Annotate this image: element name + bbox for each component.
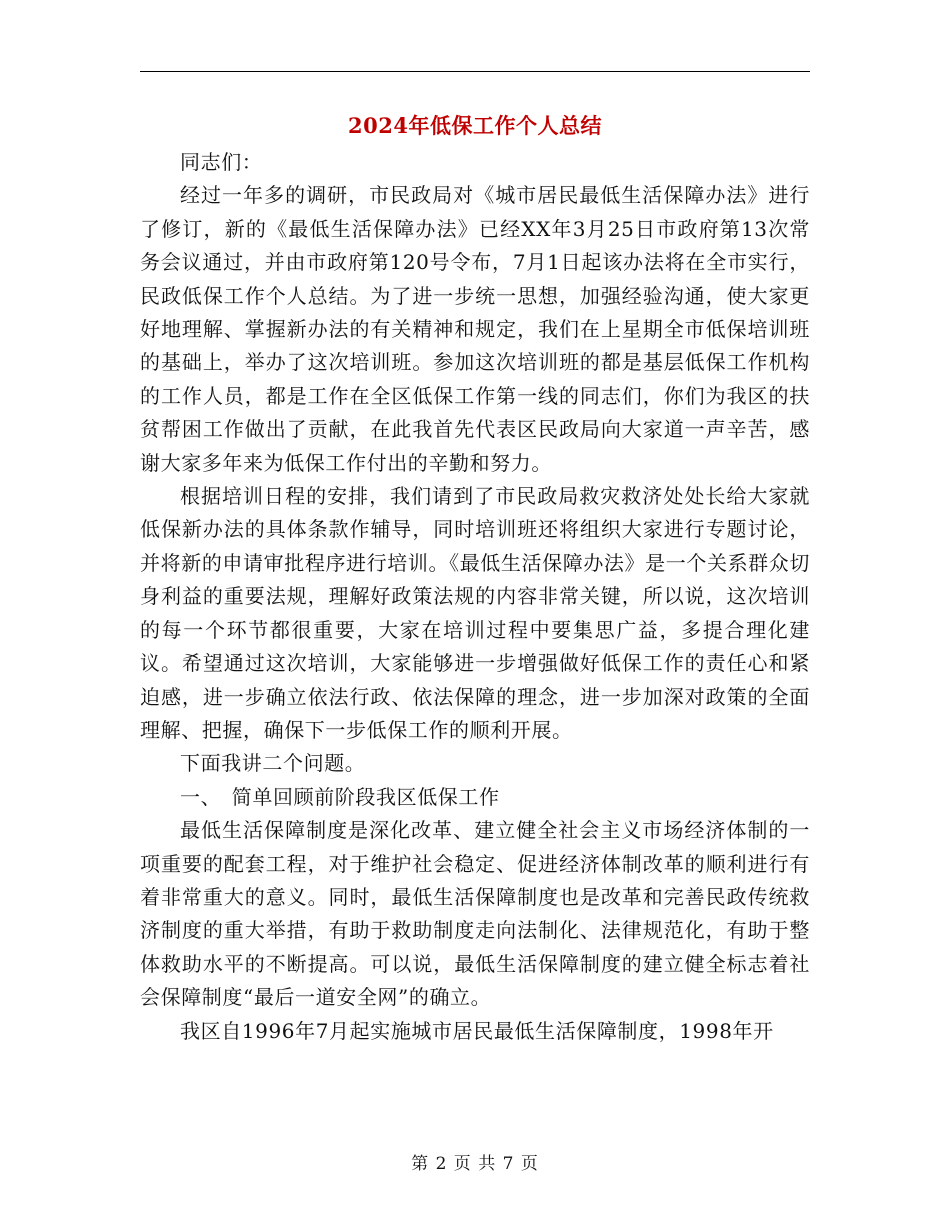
- page-number: 第 2 页 共 7 页: [411, 1154, 539, 1174]
- paragraph-intro: 经过一年多的调研，市民政局对《城市居民最低生活保障办法》进行了修订，新的《最低生活保障办法》已经XX年3月25日市政府第13次常务会议通过，并由市政府第120号令布，7月1日起该办法将在全市实行，民政低保工作个人总结。为了进一步统一思想，加强经验沟通，使大家更好地理解、掌握新办法的有关精神和规定，我们在上星期全市低保培训班的基础上，举办了这次培训班。参加这次培训班的都是基层低保工作机构的工作人员，都是工作在全区低保工作第一线的同志们，你们为我区的扶贫帮困工作做出了贡献，在此我首先代表区民政局向大家道一声辛苦，感谢大家多年来为低保工作付出的辛勤和努力。: [140, 183, 810, 475]
- page-footer: [0, 1152, 950, 1176]
- document-title: 2024年低保工作个人总结: [348, 113, 602, 138]
- paragraph-history: 我区自1996年7月起实施城市居民最低生活保障制度，1998年开: [180, 1018, 774, 1043]
- paragraph-system: 最低生活保障制度是深化改革、建立健全社会主义市场经济体制的一项重要的配套工程，对于维护社会稳定、促进经济体制改革的顺利进行有着非常重大的意义。同时，最低生活保障制度也是改革和完善民政传统救济制度的重大举措，有助于救助制度走向法制化、法律规范化，有助于整体救助水平的不断提高。可以说，最低生活保障制度的建立健全标志着社会保障制度“最后一道安全网”的确立。: [140, 818, 810, 1010]
- salutation: 同志们：: [180, 150, 263, 174]
- section-heading-1: 一、 简单回顾前阶段我区低保工作: [180, 784, 500, 809]
- header-rule: [140, 71, 810, 72]
- paragraph-outline: 下面我讲二个问题。: [180, 751, 366, 776]
- document-body: [140, 146, 810, 1048]
- paragraph-training: 根据培训日程的安排，我们请到了市民政局救灾救济处处长给大家就低保新办法的具体条款作辅导，同时培训班还将组织大家进行专题讨论，并将新的申请审批程序进行培训。《最低生活保障办法》是一个关系群众切身利益的重要法规，理解好政策法规的内容非常关键，所以说，这次培训的每一个环节都很重要，大家在培训过程中要集思广益，多提合理化建议。希望通过这次培训，大家能够进一步增强做好低保工作的责任心和紧迫感，进一步确立依法行政、依法保障的理念，进一步加深对政策的全面理解、把握，确保下一步低保工作的顺利开展。: [140, 484, 810, 742]
